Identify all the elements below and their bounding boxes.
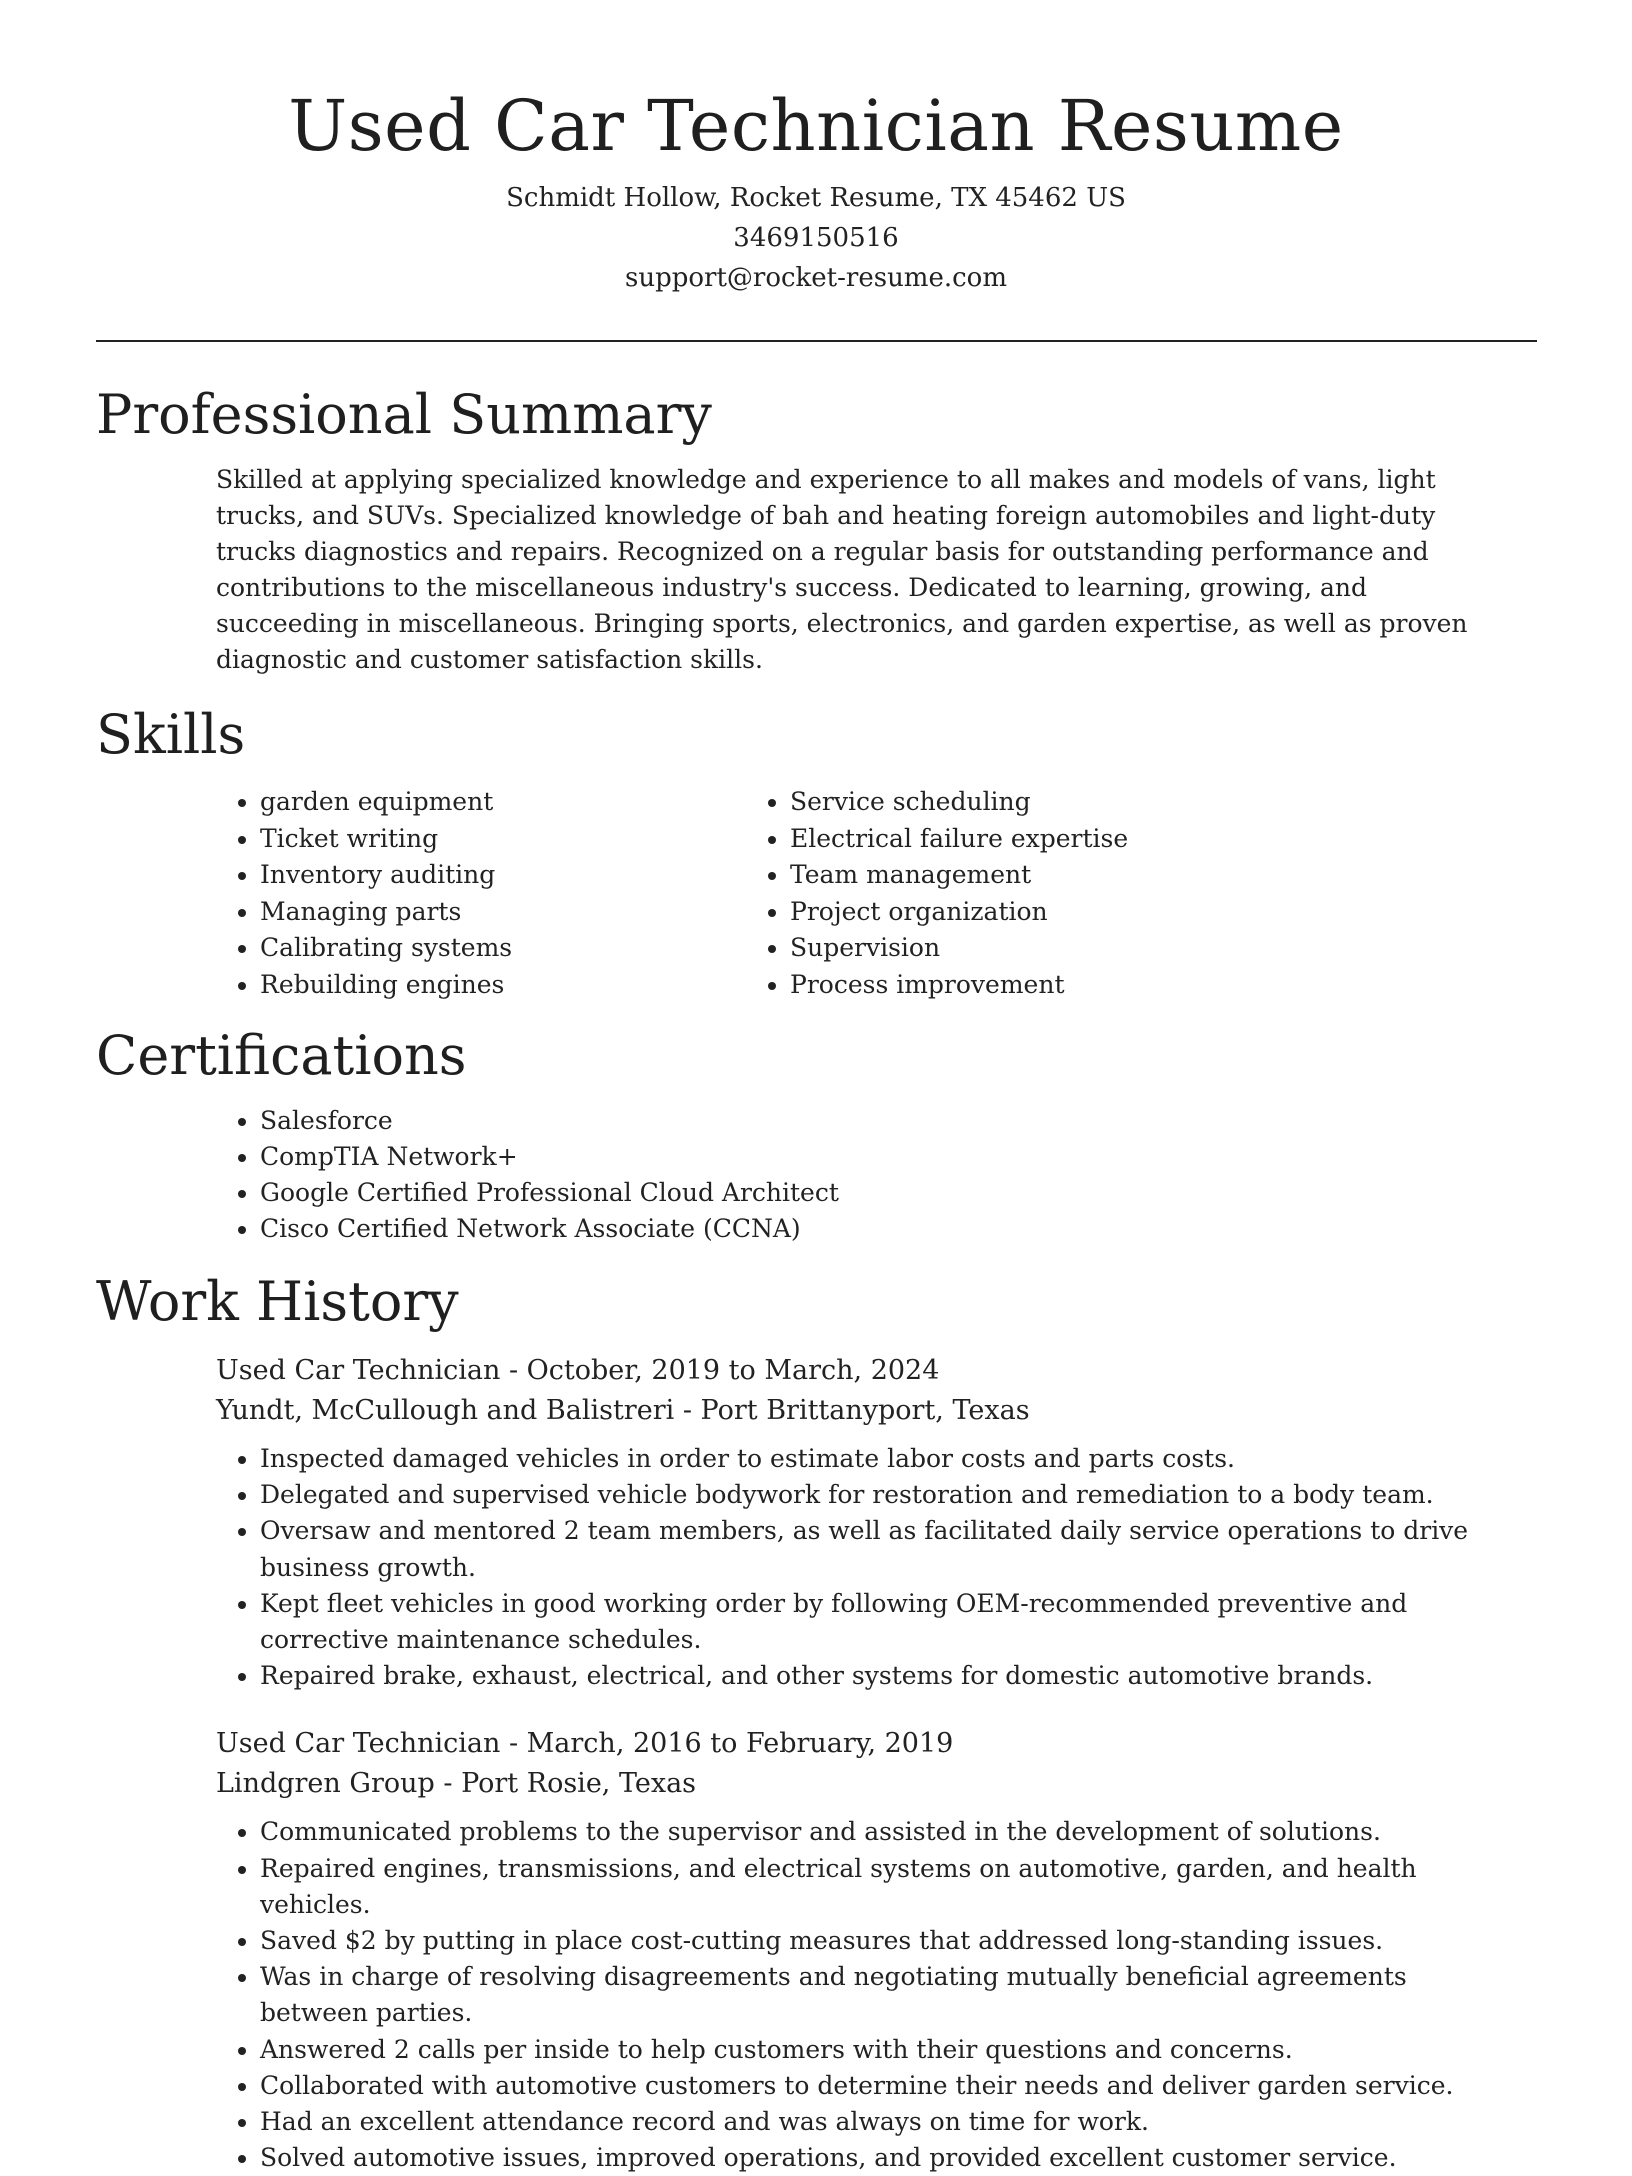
job-bullet: • Delegated and supervised vehicle bodywork for restoration and remediation to a body team. <box>260 1477 1480 1513</box>
work-history-heading: Work History <box>96 1270 459 1333</box>
certifications-list <box>96 1103 1537 1247</box>
skill-item: • Project organization <box>790 894 1276 931</box>
job-bullet: • Solved automotive issues, improved operations, and provided excellent customer service. <box>260 2140 1480 2176</box>
email: support@rocket-resume.com <box>624 263 1007 293</box>
job-bullet: • Had an excellent attendance record and was always on time for work. <box>260 2104 1480 2140</box>
skills-column-right <box>746 784 1276 1003</box>
skill-item: • Inventory auditing <box>260 857 746 894</box>
job-bullet: • Communicated problems to the supervisor and assisted in the development of solutions. <box>260 1814 1480 1850</box>
job-bullet: • Repaired engines, transmissions, and electrical systems on automotive, garden, and health vehicles. <box>260 1851 1480 1923</box>
resume-body <box>96 380 1537 2176</box>
skill-item: • Calibrating systems <box>260 930 746 967</box>
job-bullet: • Inspected damaged vehicles in order to estimate labor costs and parts costs. <box>260 1441 1480 1477</box>
skill-item: • Ticket writing <box>260 821 746 858</box>
job-bullet: • Was in charge of resolving disagreements and negotiating mutually beneficial agreements between parties. <box>260 1959 1480 2031</box>
summary-text: Skilled at applying specialized knowledge and experience to all makes and models of vans, light trucks, and SUVs. Specialized knowledge of bah and heating foreign automobiles and light-duty trucks diagnostics and repairs. Recognized on a regular basis for outstanding performance and contributions to the miscellaneous industry's success. Dedicated to learning, growing, and succeeding in miscellaneous. Bringing sports, electronics, and garden expertise, as well as proven diagnostic and customer satisfaction skills. <box>216 465 1468 674</box>
skill-item: • Supervision <box>790 930 1276 967</box>
skill-item: • Rebuilding engines <box>260 967 746 1004</box>
certification-item: • Cisco Certified Network Associate (CCNA) <box>260 1211 1537 1247</box>
page-title: Used Car Technician Resume <box>288 85 1344 167</box>
skill-item: • Managing parts <box>260 894 746 931</box>
job-bullet: • Oversaw and mentored 2 team members, as well as facilitated daily service operations to drive business growth. <box>260 1513 1480 1585</box>
skills-list <box>96 784 1537 1003</box>
certification-item: • Salesforce <box>260 1103 1537 1139</box>
address: Schmidt Hollow, Rocket Resume, TX 45462 US <box>506 183 1126 213</box>
skill-item: • Team management <box>790 857 1276 894</box>
skill-item: • Service scheduling <box>790 784 1276 821</box>
header-divider <box>96 340 1537 342</box>
job-bullet: • Repaired brake, exhaust, electrical, and other systems for domestic automotive brands. <box>260 1658 1480 1694</box>
certification-item: • Google Certified Professional Cloud Architect <box>260 1175 1537 1211</box>
job-bullet: • Saved $2 by putting in place cost-cutting measures that addressed long-standing issues. <box>260 1923 1480 1959</box>
phone: 3469150516 <box>733 223 899 253</box>
job-entry <box>216 1351 1537 1694</box>
job-title-line: Used Car Technician - October, 2019 to March, 2024 <box>216 1355 940 1386</box>
skill-item: • Electrical failure expertise <box>790 821 1276 858</box>
job-company-line: Lindgren Group - Port Rosie, Texas <box>216 1768 697 1800</box>
skills-column-left <box>96 784 746 1003</box>
contact-block <box>0 178 1632 298</box>
skill-item: • Process improvement <box>790 967 1276 1004</box>
job-bullets <box>96 1814 1480 2176</box>
job-bullet: • Answered 2 calls per inside to help customers with their questions and concerns. <box>260 2032 1480 2068</box>
certifications-heading: Certifications <box>96 1024 467 1087</box>
skill-item: • garden equipment <box>260 784 746 821</box>
job-bullet: • Kept fleet vehicles in good working order by following OEM-recommended preventive and corrective maintenance schedules. <box>260 1586 1480 1658</box>
job-bullet: • Collaborated with automotive customers to determine their needs and deliver garden service. <box>260 2068 1480 2104</box>
job-bullets <box>96 1441 1480 1694</box>
summary-heading: Professional Summary <box>96 383 712 446</box>
resume-header <box>0 0 1632 298</box>
skills-heading: Skills <box>96 703 246 766</box>
job-entry <box>216 1724 1537 2176</box>
job-company-line: Yundt, McCullough and Balistreri - Port Brittanyport, Texas <box>216 1395 1030 1426</box>
job-title-line: Used Car Technician - March, 2016 to February, 2019 <box>216 1728 954 1760</box>
certification-item: • CompTIA Network+ <box>260 1139 1537 1175</box>
